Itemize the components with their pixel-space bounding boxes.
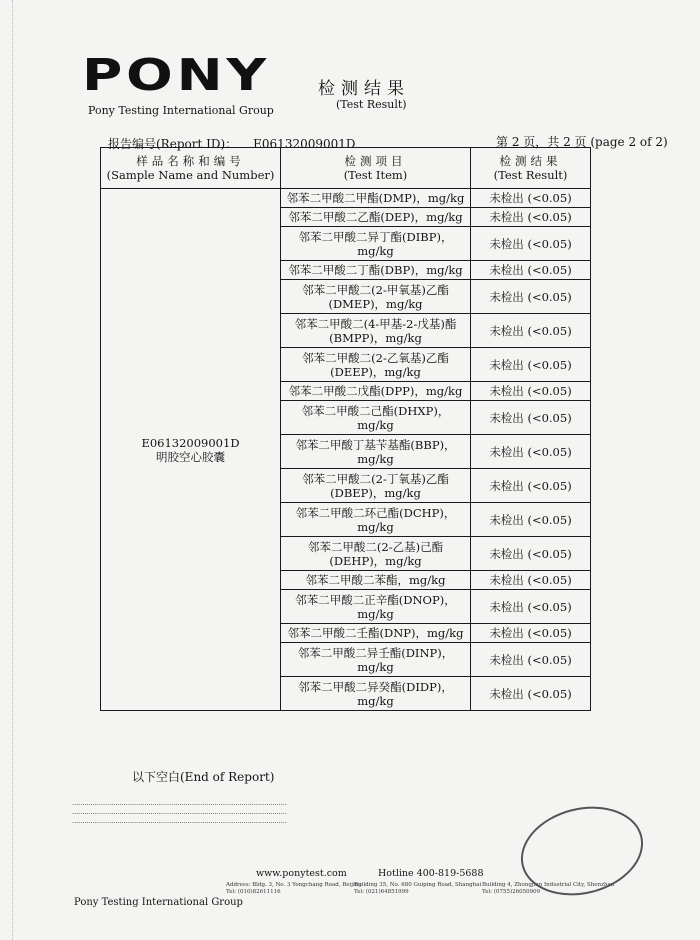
- test-result-cell: 未检出 (<0.05): [471, 401, 591, 435]
- table-row: [101, 189, 591, 208]
- address-text: Building 35, No. 680 Guiping Road, Shanghai: [354, 882, 482, 888]
- document-title-en: (Test Result): [336, 98, 407, 111]
- test-item-cell: 邻苯二甲酸二丁酯(DBP)，mg/kg: [281, 261, 471, 280]
- test-result-cell: 未检出 (<0.05): [471, 435, 591, 469]
- test-result-cell: 未检出 (<0.05): [471, 348, 591, 382]
- report-id-value: E06132009001D: [253, 137, 356, 151]
- test-item-cell: 邻苯二甲酸二正辛酯(DNOP)，mg/kg: [281, 590, 471, 624]
- page-number: 第 2 页，共 2 页 (page 2 of 2): [496, 135, 668, 149]
- company-logo: PONY: [82, 50, 270, 101]
- footer-address-shanghai: [354, 882, 481, 896]
- header-result-cn: 检测结果: [499, 154, 562, 168]
- report-id-label: 报告编号(Report ID)：: [108, 137, 238, 151]
- footer-group-name: Pony Testing International Group: [74, 897, 243, 908]
- test-item-cell: 邻苯二甲酸二异癸酯(DIDP)，mg/kg: [281, 677, 471, 711]
- header-sample: [101, 148, 281, 189]
- header-result: [471, 148, 591, 189]
- test-result-cell: 未检出 (<0.05): [471, 643, 591, 677]
- test-item-cell: 邻苯二甲酸二(2-甲氧基)乙酯(DMEP)，mg/kg: [281, 280, 471, 314]
- footer-hotline: Hotline 400-819-5688: [378, 868, 484, 879]
- test-item-cell: 邻苯二甲酸二戊酯(DPP)，mg/kg: [281, 382, 471, 401]
- test-item-cell: 邻苯二甲酸二异壬酯(DINP)，mg/kg: [281, 643, 471, 677]
- test-item-cell: 邻苯二甲酸二(2-乙氧基)乙酯(DEEP)，mg/kg: [281, 348, 471, 382]
- test-item-cell: 邻苯二甲酸二异丁酯(DIBP)，mg/kg: [281, 227, 471, 261]
- header-item: [281, 148, 471, 189]
- test-result-cell: 未检出 (<0.05): [471, 208, 591, 227]
- test-result-cell: 未检出 (<0.05): [471, 261, 591, 280]
- sample-number: E06132009001D: [141, 435, 240, 450]
- phone-text: Tel: (010)82611116: [226, 889, 281, 895]
- test-result-cell: 未检出 (<0.05): [471, 590, 591, 624]
- test-item-cell: 邻苯二甲酸二苯酯，mg/kg: [281, 571, 471, 590]
- test-result-cell: 未检出 (<0.05): [471, 537, 591, 571]
- test-result-cell: 未检出 (<0.05): [471, 571, 591, 590]
- sample-name: 明胶空心胶囊: [156, 449, 225, 464]
- results-table: [100, 147, 591, 711]
- page-edge-dots: [12, 0, 14, 940]
- footer-website: www.ponytest.com: [256, 868, 347, 879]
- test-result-cell: 未检出 (<0.05): [471, 677, 591, 711]
- test-item-cell: 邻苯二甲酸二环己酯(DCHP)，mg/kg: [281, 503, 471, 537]
- test-item-cell: 邻苯二甲酸二(4-甲基-2-戊基)酯(BMPP)，mg/kg: [281, 314, 471, 348]
- phone-text: Tel: (0755)26050909: [482, 889, 541, 895]
- table-header-row: [101, 148, 591, 189]
- test-item-cell: 邻苯二甲酸二壬酯(DNP)，mg/kg: [281, 624, 471, 643]
- header-item-cn: 检测项目: [344, 154, 407, 168]
- report-notes: ········································································································ ········································································································ ········································································································: [72, 801, 287, 827]
- test-result-cell: 未检出 (<0.05): [471, 280, 591, 314]
- test-result-cell: 未检出 (<0.05): [471, 189, 591, 208]
- document-title-cn: 检测结果: [318, 79, 410, 99]
- sample-cell: [101, 189, 281, 711]
- company-name: Pony Testing International Group: [88, 104, 274, 117]
- test-item-cell: 邻苯二甲酸二甲酯(DMP)，mg/kg: [281, 189, 471, 208]
- header-result-en: (Test Result): [493, 168, 568, 182]
- test-result-cell: 未检出 (<0.05): [471, 227, 591, 261]
- test-result-cell: 未检出 (<0.05): [471, 314, 591, 348]
- address-text: Address: Bldg. 3, No. 3 Yongchang Road, Beijing: [226, 882, 362, 888]
- test-item-cell: 邻苯二甲酸二(2-乙基)己酯(DEHP)，mg/kg: [281, 537, 471, 571]
- test-item-cell: 邻苯二甲酸丁基苄基酯(BBP)，mg/kg: [281, 435, 471, 469]
- test-item-cell: 邻苯二甲酸二己酯(DHXP)，mg/kg: [281, 401, 471, 435]
- test-result-cell: 未检出 (<0.05): [471, 382, 591, 401]
- address-text: Building 4, Zhongjian Industrial City, Shenzhen: [482, 882, 615, 888]
- test-result-cell: 未检出 (<0.05): [471, 624, 591, 643]
- test-result-cell: 未检出 (<0.05): [471, 503, 591, 537]
- footer-address-beijing: [226, 882, 362, 896]
- end-of-report: 以下空白(End of Report): [132, 770, 275, 784]
- test-item-cell: 邻苯二甲酸二(2-丁氧基)乙酯(DBEP)，mg/kg: [281, 469, 471, 503]
- test-item-cell: 邻苯二甲酸二乙酯(DEP)，mg/kg: [281, 208, 471, 227]
- test-result-cell: 未检出 (<0.05): [471, 469, 591, 503]
- header-item-en: (Test Item): [343, 168, 408, 182]
- phone-text: Tel: (021)64851999: [354, 889, 409, 895]
- header-sample-en: (Sample Name and Number): [106, 168, 275, 182]
- header-sample-cn: 样品名称和编号: [136, 154, 245, 168]
